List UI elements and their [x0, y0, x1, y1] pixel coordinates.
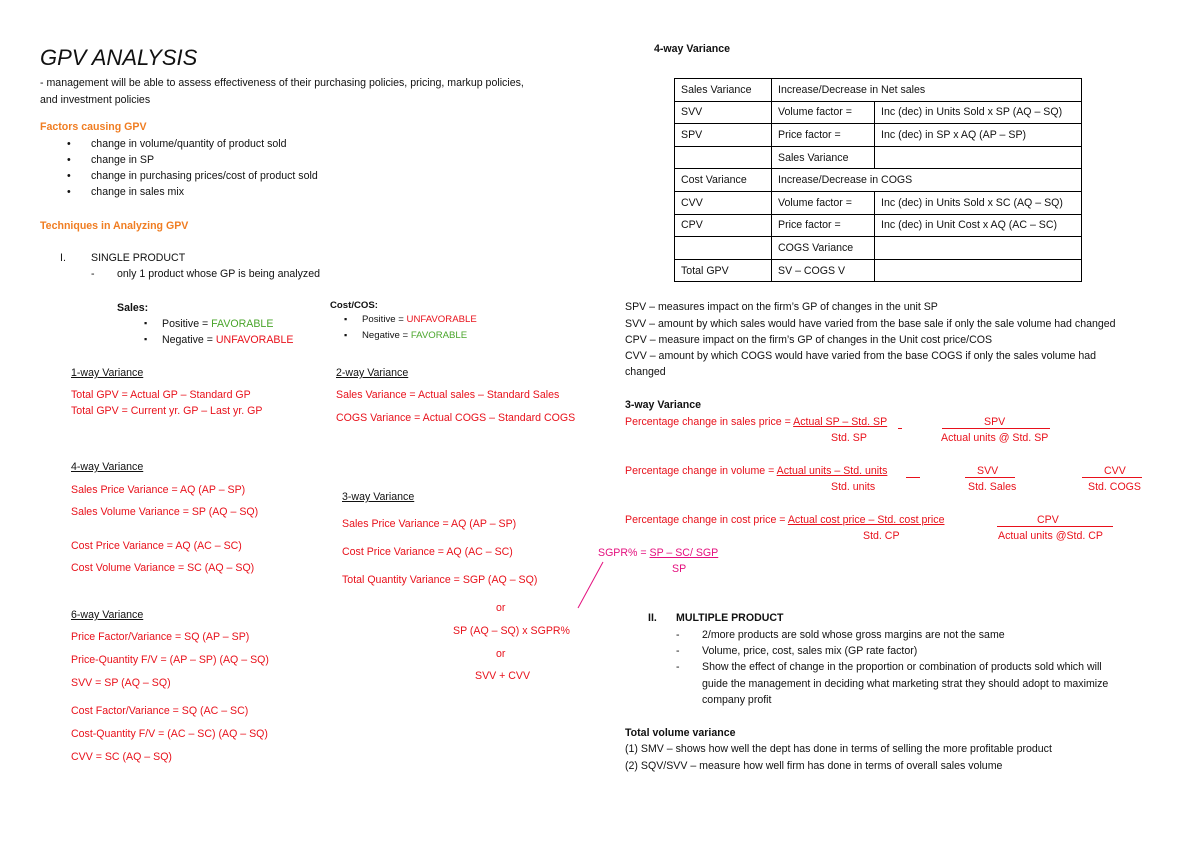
sales-negative: ▪ Negative = UNFAVORABLE: [162, 334, 293, 347]
four-way-table-heading: 4-way Variance: [654, 43, 730, 55]
table-cell: SVV: [675, 101, 772, 124]
table-cell: Sales Variance: [675, 79, 772, 102]
six-way-line: Price Factor/Variance = SQ (AP – SP): [71, 631, 250, 643]
three-way-line: Cost Price Variance = AQ (AC – SC): [342, 546, 513, 558]
cost-negative: ▪ Negative = FAVORABLE: [362, 330, 467, 342]
underline: [942, 428, 1050, 429]
three-way-right-heading: 3-way Variance: [625, 399, 701, 411]
cost-legend-title: Cost/COS:: [330, 300, 378, 311]
table-cell: Inc (dec) in Units Sold x SP (AQ – SQ): [875, 101, 1082, 124]
six-way-line: Cost-Quantity F/V = (AC – SC) (AQ – SQ): [71, 728, 268, 740]
definition-line: SPV – measures impact on the firm’s GP of changes in the unit SP: [625, 301, 938, 313]
intro-line-1: - management will be able to assess effectiveness of their purchasing policies, pricing, markup policies,: [40, 77, 524, 89]
table-cell: Total GPV: [675, 259, 772, 282]
table-row: [675, 169, 1082, 192]
six-way-line: Price-Quantity F/V = (AP – SP) (AQ – SQ): [71, 654, 269, 666]
four-way-line: Cost Price Variance = AQ (AC – SC): [71, 540, 242, 552]
one-way-line: Total GPV = Actual GP – Standard GP: [71, 389, 251, 401]
three-way-alt: SP (AQ – SQ) x SGPR%: [453, 625, 570, 637]
table-cell: CVV: [675, 191, 772, 214]
table-row: [675, 79, 1082, 102]
table-row: [675, 214, 1082, 237]
underline: [906, 477, 920, 478]
sales-legend-title: Sales:: [117, 302, 149, 314]
table-cell: [675, 237, 772, 260]
four-way-line: Cost Volume Variance = SC (AQ – SQ): [71, 562, 255, 574]
three-way-heading: 3-way Variance: [342, 491, 415, 503]
factor-item: • change in SP: [91, 154, 154, 167]
table-cell: Inc (dec) in Units Sold x SC (AQ – SQ): [875, 191, 1082, 214]
underline: [965, 477, 1015, 478]
total-volume-line: (1) SMV – shows how well the dept has done in terms of selling the more profitable product: [625, 743, 1052, 755]
sgpr-denominator: SP: [672, 563, 687, 575]
table-cell: Price factor =: [772, 214, 875, 237]
table-cell: Inc (dec) in Unit Cost x AQ (AC – SC): [875, 214, 1082, 237]
two-way-line: COGS Variance = Actual COGS – Standard COGS: [336, 412, 576, 424]
table-cell: COGS Variance: [772, 237, 875, 260]
table-cell: Cost Variance: [675, 169, 772, 192]
table-row: [675, 237, 1082, 260]
cpv-ratio-num: CPV: [1037, 514, 1059, 526]
three-way-line: Sales Price Variance = AQ (AP – SP): [342, 518, 517, 530]
techniques-heading: Techniques in Analyzing GPV: [40, 220, 189, 232]
multiple-item-continued: guide the management in deciding what marketing strat they should adopt to maximize: [702, 678, 1109, 690]
cost-positive: ▪ Positive = UNFAVORABLE: [362, 314, 477, 326]
single-product-number: I.: [60, 252, 66, 264]
table-cell: CPV: [675, 214, 772, 237]
six-way-line: SVV = SP (AQ – SQ): [71, 677, 171, 689]
pct-volume: Percentage change in volume = Actual units – Std. units: [625, 465, 888, 477]
underline: [997, 526, 1113, 527]
spv-ratio-den: Actual units @ Std. SP: [941, 432, 1049, 444]
cpv-ratio-den: Actual units @Std. CP: [998, 530, 1103, 542]
four-way-variance-table: [674, 78, 1082, 282]
sgpr-pointer-line: [570, 560, 610, 620]
pct-sales-price-den: Std. SP: [831, 432, 867, 444]
table-cell: [875, 237, 1082, 260]
table-cell: Volume factor =: [772, 101, 875, 124]
three-way-line: Total Quantity Variance = SGP (AQ – SQ): [342, 574, 538, 586]
multiple-product-heading: MULTIPLE PRODUCT: [676, 612, 784, 624]
table-cell: [875, 146, 1082, 169]
one-way-line: Total GPV = Current yr. GP – Last yr. GP: [71, 405, 263, 417]
table-cell: Price factor =: [772, 124, 875, 147]
pct-sales-price: Percentage change in sales price = Actual SP – Std. SP: [625, 416, 888, 428]
multiple-item-continued: company profit: [702, 694, 772, 706]
page-title: GPV ANALYSIS: [40, 45, 198, 70]
four-way-line: Sales Volume Variance = SP (AQ – SQ): [71, 506, 259, 518]
underline: [1082, 477, 1142, 478]
six-way-line: CVV = SC (AQ – SQ): [71, 751, 172, 763]
three-way-alt: SVV + CVV: [475, 670, 531, 682]
definition-line: SVV – amount by which sales would have varied from the base sale if only the sale volume had changed: [625, 318, 1116, 330]
table-cell: Sales Variance: [772, 146, 875, 169]
table-cell: Increase/Decrease in Net sales: [772, 79, 1082, 102]
sgpr-formula: SGPR% = SP – SC/ SGP: [598, 547, 719, 559]
definition-line: changed: [625, 366, 666, 378]
pct-volume-den: Std. units: [831, 481, 876, 493]
table-cell: SV – COGS V: [772, 259, 875, 282]
pct-cost-price-den: Std. CP: [863, 530, 900, 542]
six-way-line: Cost Factor/Variance = SQ (AC – SC): [71, 705, 249, 717]
four-way-heading: 4-way Variance: [71, 461, 144, 473]
factor-item: • change in sales mix: [91, 186, 184, 199]
definition-line: CPV – measure impact on the firm’s GP of changes in the Unit cost price/COS: [625, 334, 993, 346]
sales-positive: ▪ Positive = FAVORABLE: [162, 318, 273, 331]
intro-line-2: and investment policies: [40, 94, 151, 106]
pct-cost-price: Percentage change in cost price = Actual cost price – Std. cost price: [625, 514, 945, 526]
table-row: [675, 124, 1082, 147]
table-cell: [675, 146, 772, 169]
multiple-item: - Volume, price, cost, sales mix (GP rate factor): [702, 645, 917, 658]
single-product-note: - only 1 product whose GP is being analyzed: [117, 268, 320, 281]
definition-line: CVV – amount by which COGS would have varied from the base COGS if only the sales volume had: [625, 350, 1097, 362]
table-row: [675, 101, 1082, 124]
two-way-line: Sales Variance = Actual sales – Standard Sales: [336, 389, 560, 401]
underline: [898, 428, 902, 429]
table-cell: [875, 259, 1082, 282]
multiple-item: - Show the effect of change in the proportion or combination of products sold which will: [702, 661, 1102, 674]
table-row: [675, 191, 1082, 214]
table-cell: Increase/Decrease in COGS: [772, 169, 1082, 192]
table-cell: Volume factor =: [772, 191, 875, 214]
total-volume-line: (2) SQV/SVV – measure how well firm has done in terms of overall sales volume: [625, 760, 1003, 772]
factors-heading: Factors causing GPV: [40, 121, 147, 133]
table-cell: SPV: [675, 124, 772, 147]
factor-item: • change in purchasing prices/cost of product sold: [91, 170, 318, 183]
single-product-label: SINGLE PRODUCT: [91, 252, 186, 264]
multiple-product-number: II.: [648, 612, 657, 624]
spv-ratio-num: SPV: [984, 416, 1006, 428]
multiple-item: - 2/more products are sold whose gross margins are not the same: [702, 629, 1005, 642]
cvv-ratio-num: CVV: [1104, 465, 1126, 477]
three-way-or: or: [496, 602, 506, 614]
three-way-or: or: [496, 648, 506, 660]
svv-ratio-den: Std. Sales: [968, 481, 1017, 493]
factor-item: • change in volume/quantity of product sold: [91, 138, 287, 151]
table-row: [675, 146, 1082, 169]
cvv-ratio-den: Std. COGS: [1088, 481, 1141, 493]
table-row: [675, 259, 1082, 282]
two-way-heading: 2-way Variance: [336, 367, 409, 379]
six-way-heading: 6-way Variance: [71, 609, 144, 621]
svv-ratio-num: SVV: [977, 465, 999, 477]
total-volume-heading: Total volume variance: [625, 727, 736, 739]
table-cell: Inc (dec) in SP x AQ (AP – SP): [875, 124, 1082, 147]
one-way-heading: 1-way Variance: [71, 367, 144, 379]
four-way-line: Sales Price Variance = AQ (AP – SP): [71, 484, 246, 496]
